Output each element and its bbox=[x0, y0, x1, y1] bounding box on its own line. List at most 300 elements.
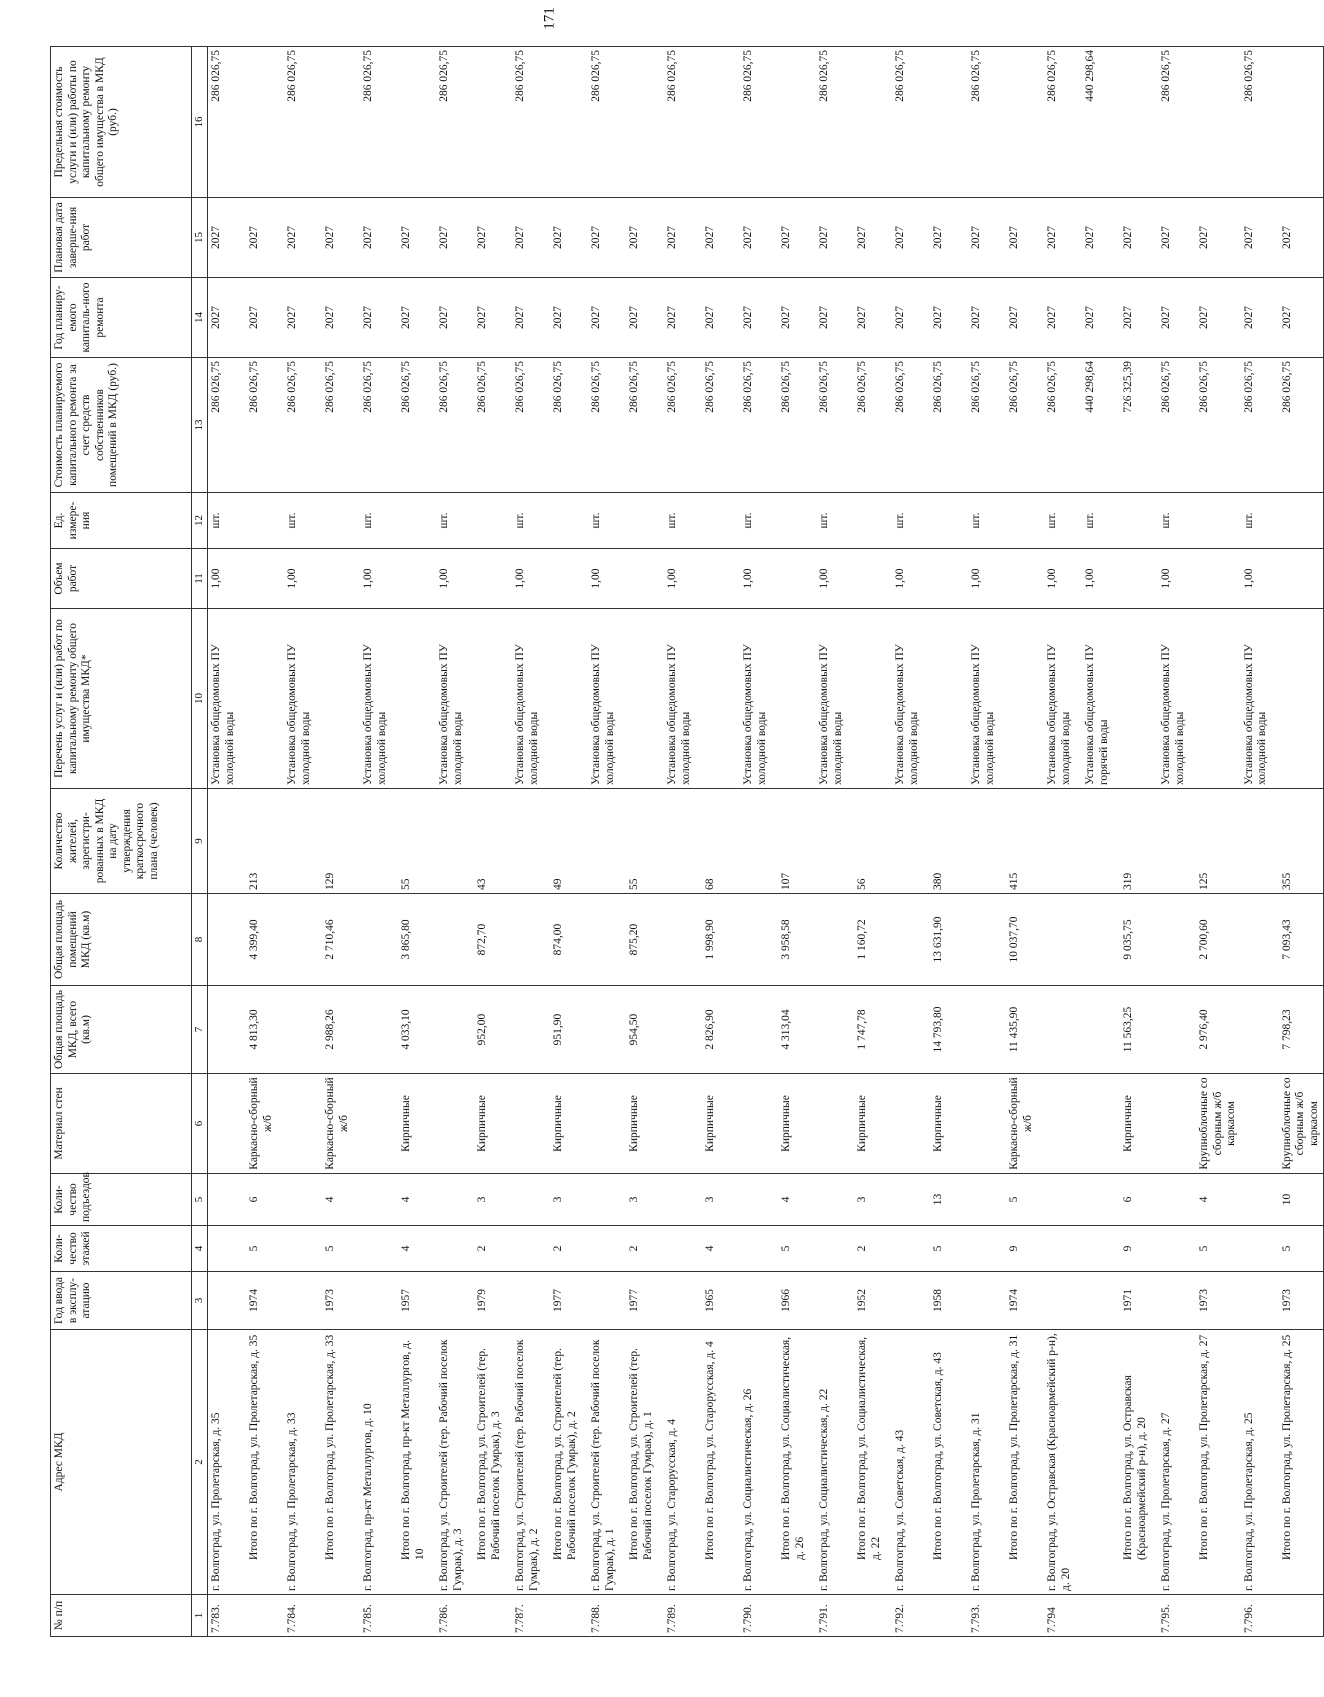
cell-col-12 bbox=[322, 493, 360, 549]
cell-col-11 bbox=[1279, 549, 1324, 609]
cell-col-9: 415 bbox=[1006, 789, 1044, 894]
cell-col-2: Итого по г. Волгоград, ул. Строителей (тер. Рабочий поселок Гумрак), д. 2 bbox=[550, 1330, 588, 1595]
cell-col-16 bbox=[1006, 47, 1044, 198]
cell-col-11 bbox=[702, 549, 740, 609]
column-header: Год ввода в эксплу-атацию bbox=[51, 1272, 192, 1330]
cell-col-13: 286 026,75 bbox=[778, 358, 816, 493]
cell-col-4 bbox=[1241, 1226, 1279, 1272]
cell-col-16 bbox=[1120, 47, 1158, 198]
cell-col-11 bbox=[1196, 549, 1241, 609]
cell-col-5 bbox=[968, 1174, 1006, 1226]
cell-col-9: 55 bbox=[398, 789, 436, 894]
cell-col-1 bbox=[398, 1595, 436, 1637]
repair-plan-table bbox=[50, 46, 1324, 1637]
cell-col-14: 2027 bbox=[1120, 278, 1158, 358]
cell-col-5: 10 bbox=[1279, 1174, 1324, 1226]
cell-col-4 bbox=[512, 1226, 550, 1272]
cell-col-12 bbox=[702, 493, 740, 549]
cell-col-14: 2027 bbox=[474, 278, 512, 358]
cell-col-8: 4 399,40 bbox=[246, 894, 284, 986]
cell-col-10: Установка общедомовых ПУ холодной воды bbox=[207, 609, 246, 789]
cell-col-3 bbox=[1241, 1272, 1279, 1330]
table-row bbox=[1044, 47, 1082, 1637]
cell-col-2: г. Волгоград, ул. Строителей (тер. Рабочий поселок Гумрак), д. 1 bbox=[588, 1330, 626, 1595]
cell-col-3 bbox=[207, 1272, 246, 1330]
cell-col-2: Итого по г. Волгоград, ул. Советская, д. 43 bbox=[930, 1330, 968, 1595]
rotated-page bbox=[50, 0, 1320, 1637]
cell-col-3: 1977 bbox=[626, 1272, 664, 1330]
cell-col-9: 56 bbox=[854, 789, 892, 894]
table-row bbox=[892, 47, 930, 1637]
cell-col-14: 2027 bbox=[702, 278, 740, 358]
column-number: 9 bbox=[192, 789, 208, 894]
cell-col-3: 1965 bbox=[702, 1272, 740, 1330]
cell-col-8: 1 998,90 bbox=[702, 894, 740, 986]
cell-col-2: г. Волгоград, ул. Строителей (тер. Рабочий поселок Гумрак), д. 3 bbox=[436, 1330, 474, 1595]
cell-col-11 bbox=[1120, 549, 1158, 609]
cell-col-15: 2027 bbox=[1120, 198, 1158, 278]
cell-col-3: 1973 bbox=[322, 1272, 360, 1330]
column-header: № п/п bbox=[51, 1595, 192, 1637]
cell-col-4: 5 bbox=[1279, 1226, 1324, 1272]
cell-col-11: 1,00 bbox=[436, 549, 474, 609]
cell-col-9: 213 bbox=[246, 789, 284, 894]
cell-col-15: 2027 bbox=[1044, 198, 1082, 278]
cell-col-12 bbox=[854, 493, 892, 549]
cell-col-2: г. Волгоград, ул. Пролетарская, д. 35 bbox=[207, 1330, 246, 1595]
column-number: 10 bbox=[192, 609, 208, 789]
cell-col-16: 286 026,75 bbox=[1044, 47, 1082, 198]
cell-col-4 bbox=[588, 1226, 626, 1272]
cell-col-8: 872,70 bbox=[474, 894, 512, 986]
total-row bbox=[854, 47, 892, 1637]
cell-col-10: Установка общедомовых ПУ холодной воды bbox=[968, 609, 1006, 789]
cell-col-4 bbox=[816, 1226, 854, 1272]
cell-col-16 bbox=[322, 47, 360, 198]
cell-col-11: 1,00 bbox=[1158, 549, 1196, 609]
cell-col-3 bbox=[968, 1272, 1006, 1330]
cell-col-12: шт. bbox=[436, 493, 474, 549]
cell-col-7: 1 747,78 bbox=[854, 986, 892, 1074]
cell-col-6 bbox=[1082, 1074, 1120, 1174]
cell-col-8: 874,00 bbox=[550, 894, 588, 986]
cell-col-4 bbox=[284, 1226, 322, 1272]
cell-col-4: 2 bbox=[474, 1226, 512, 1272]
cell-col-15: 2027 bbox=[512, 198, 550, 278]
cell-col-13: 286 026,75 bbox=[1158, 358, 1196, 493]
cell-col-4 bbox=[740, 1226, 778, 1272]
cell-col-2: г. Волгоград, ул. Пролетарская, д. 25 bbox=[1241, 1330, 1279, 1595]
cell-col-15: 2027 bbox=[550, 198, 588, 278]
cell-col-5 bbox=[1082, 1174, 1120, 1226]
cell-col-11: 1,00 bbox=[816, 549, 854, 609]
cell-col-7 bbox=[740, 986, 778, 1074]
cell-col-13: 286 026,75 bbox=[1196, 358, 1241, 493]
cell-col-9 bbox=[1241, 789, 1279, 894]
column-header: Общая площадь помещений МКД (кв.м) bbox=[51, 894, 192, 986]
cell-col-1: 7.796. bbox=[1241, 1595, 1279, 1637]
cell-col-6: Крупноблочные со сборным ж/б каркасом bbox=[1279, 1074, 1324, 1174]
cell-col-9 bbox=[1158, 789, 1196, 894]
cell-col-6 bbox=[588, 1074, 626, 1174]
cell-col-1: 7.785. bbox=[360, 1595, 398, 1637]
cell-col-5: 4 bbox=[322, 1174, 360, 1226]
cell-col-6 bbox=[360, 1074, 398, 1174]
cell-col-7 bbox=[588, 986, 626, 1074]
cell-col-9: 125 bbox=[1196, 789, 1241, 894]
cell-col-4: 5 bbox=[1196, 1226, 1241, 1272]
cell-col-7 bbox=[816, 986, 854, 1074]
cell-col-4 bbox=[664, 1226, 702, 1272]
table-row bbox=[360, 47, 398, 1637]
cell-col-3: 1973 bbox=[1279, 1272, 1324, 1330]
cell-col-1: 7.784. bbox=[284, 1595, 322, 1637]
column-number: 5 bbox=[192, 1174, 208, 1226]
cell-col-8: 875,20 bbox=[626, 894, 664, 986]
cell-col-6: Кирпичные bbox=[1120, 1074, 1158, 1174]
column-header: Предельная стоимость услуги и (или) работы по капитальному ремонту общего имущества в МКД (руб.) bbox=[51, 47, 192, 198]
cell-col-12 bbox=[474, 493, 512, 549]
column-number-row bbox=[192, 47, 208, 1637]
cell-col-13: 286 026,75 bbox=[740, 358, 778, 493]
cell-col-10 bbox=[626, 609, 664, 789]
column-header: Плановая дата заверше-ния работ bbox=[51, 198, 192, 278]
cell-col-16: 286 026,75 bbox=[740, 47, 778, 198]
cell-col-12: шт. bbox=[360, 493, 398, 549]
cell-col-2: г. Волгоград, ул. Пролетарская, д. 27 bbox=[1158, 1330, 1196, 1595]
cell-col-6: Кирпичные bbox=[930, 1074, 968, 1174]
cell-col-5 bbox=[892, 1174, 930, 1226]
cell-col-2: г. Волгоград, ул. Старорусская, д. 4 bbox=[664, 1330, 702, 1595]
cell-col-1 bbox=[474, 1595, 512, 1637]
column-header: Стоимость планируемого капитального ремонта за счет средств собственников помещений в МКД (руб.) bbox=[51, 358, 192, 493]
cell-col-15: 2027 bbox=[207, 198, 246, 278]
cell-col-4: 4 bbox=[398, 1226, 436, 1272]
cell-col-2: Итого по г. Волгоград, ул. Остравская (Красноармейский р-н), д. 20 bbox=[1120, 1330, 1158, 1595]
cell-col-13: 286 026,75 bbox=[550, 358, 588, 493]
cell-col-5: 4 bbox=[1196, 1174, 1241, 1226]
cell-col-11: 1,00 bbox=[512, 549, 550, 609]
cell-col-10: Установка общедомовых ПУ холодной воды bbox=[816, 609, 854, 789]
table-row bbox=[207, 47, 246, 1637]
cell-col-10: Установка общедомовых ПУ холодной воды bbox=[892, 609, 930, 789]
cell-col-3: 1957 bbox=[398, 1272, 436, 1330]
cell-col-7 bbox=[1241, 986, 1279, 1074]
cell-col-6 bbox=[664, 1074, 702, 1174]
column-number: 15 bbox=[192, 198, 208, 278]
cell-col-11 bbox=[398, 549, 436, 609]
cell-col-6: Каркасно-сборный ж/б bbox=[246, 1074, 284, 1174]
table-row bbox=[968, 47, 1006, 1637]
cell-col-13: 440 298,64 bbox=[1082, 358, 1120, 493]
cell-col-8 bbox=[207, 894, 246, 986]
total-row bbox=[702, 47, 740, 1637]
cell-col-7: 14 793,80 bbox=[930, 986, 968, 1074]
cell-col-3 bbox=[1082, 1272, 1120, 1330]
cell-col-14: 2027 bbox=[1044, 278, 1082, 358]
cell-col-1: 7.791. bbox=[816, 1595, 854, 1637]
cell-col-8 bbox=[816, 894, 854, 986]
cell-col-3 bbox=[588, 1272, 626, 1330]
cell-col-12: шт. bbox=[968, 493, 1006, 549]
cell-col-10 bbox=[1120, 609, 1158, 789]
table-row bbox=[1241, 47, 1279, 1637]
cell-col-7: 11 435,90 bbox=[1006, 986, 1044, 1074]
cell-col-15: 2027 bbox=[1006, 198, 1044, 278]
total-row bbox=[246, 47, 284, 1637]
cell-col-16: 286 026,75 bbox=[436, 47, 474, 198]
cell-col-6 bbox=[892, 1074, 930, 1174]
cell-col-1: 7.789. bbox=[664, 1595, 702, 1637]
cell-col-13: 286 026,75 bbox=[1006, 358, 1044, 493]
cell-col-6 bbox=[1044, 1074, 1082, 1174]
cell-col-12 bbox=[1006, 493, 1044, 549]
cell-col-3: 1973 bbox=[1196, 1272, 1241, 1330]
cell-col-9 bbox=[512, 789, 550, 894]
cell-col-7 bbox=[664, 986, 702, 1074]
cell-col-4 bbox=[968, 1226, 1006, 1272]
cell-col-15: 2027 bbox=[626, 198, 664, 278]
cell-col-14: 2027 bbox=[1082, 278, 1120, 358]
cell-col-11 bbox=[930, 549, 968, 609]
cell-col-2: Итого по г. Волгоград, ул. Социалистическая, д. 22 bbox=[854, 1330, 892, 1595]
cell-col-11: 1,00 bbox=[1082, 549, 1120, 609]
cell-col-13: 286 026,75 bbox=[626, 358, 664, 493]
cell-col-16 bbox=[474, 47, 512, 198]
cell-col-15: 2027 bbox=[740, 198, 778, 278]
cell-col-3: 1974 bbox=[246, 1272, 284, 1330]
cell-col-8 bbox=[1158, 894, 1196, 986]
cell-col-10: Установка общедомовых ПУ холодной воды bbox=[664, 609, 702, 789]
cell-col-6: Кирпичные bbox=[474, 1074, 512, 1174]
cell-col-13: 286 026,75 bbox=[968, 358, 1006, 493]
cell-col-5: 6 bbox=[246, 1174, 284, 1226]
cell-col-1 bbox=[1082, 1595, 1120, 1637]
cell-col-14: 2027 bbox=[436, 278, 474, 358]
cell-col-8: 9 035,75 bbox=[1120, 894, 1158, 986]
cell-col-10 bbox=[246, 609, 284, 789]
column-number: 2 bbox=[192, 1330, 208, 1595]
cell-col-11: 1,00 bbox=[284, 549, 322, 609]
cell-col-15: 2027 bbox=[816, 198, 854, 278]
cell-col-3 bbox=[436, 1272, 474, 1330]
column-number: 14 bbox=[192, 278, 208, 358]
cell-col-13: 286 026,75 bbox=[436, 358, 474, 493]
cell-col-4: 2 bbox=[550, 1226, 588, 1272]
cell-col-2: Итого по г. Волгоград, ул. Пролетарская, д. 25 bbox=[1279, 1330, 1324, 1595]
column-header: Количество жителей, зарегистри-рованных в МКД на дату утверждения краткосрочного плана (человек) bbox=[51, 789, 192, 894]
cell-col-4: 2 bbox=[854, 1226, 892, 1272]
cell-col-12: шт. bbox=[1241, 493, 1279, 549]
cell-col-4 bbox=[360, 1226, 398, 1272]
cell-col-14: 2027 bbox=[1279, 278, 1324, 358]
cell-col-5 bbox=[360, 1174, 398, 1226]
cell-col-11: 1,00 bbox=[664, 549, 702, 609]
cell-col-3 bbox=[1158, 1272, 1196, 1330]
cell-col-5 bbox=[588, 1174, 626, 1226]
cell-col-7: 4 313,04 bbox=[778, 986, 816, 1074]
cell-col-8: 3 865,80 bbox=[398, 894, 436, 986]
cell-col-1: 7.792. bbox=[892, 1595, 930, 1637]
cell-col-7 bbox=[1082, 986, 1120, 1074]
cell-col-1 bbox=[1279, 1595, 1324, 1637]
cell-col-13: 286 026,75 bbox=[702, 358, 740, 493]
column-header: Коли-чество подъездов bbox=[51, 1174, 192, 1226]
cell-col-12: шт. bbox=[207, 493, 246, 549]
cell-col-10 bbox=[930, 609, 968, 789]
cell-col-7 bbox=[1158, 986, 1196, 1074]
column-header: Перечень услуг и (или) работ по капитальному ремонту общего имущества МКД* bbox=[51, 609, 192, 789]
table-row bbox=[664, 47, 702, 1637]
cell-col-12 bbox=[398, 493, 436, 549]
cell-col-7: 2 826,90 bbox=[702, 986, 740, 1074]
cell-col-5 bbox=[436, 1174, 474, 1226]
cell-col-12 bbox=[550, 493, 588, 549]
table-row bbox=[1158, 47, 1196, 1637]
cell-col-4: 5 bbox=[930, 1226, 968, 1272]
cell-col-4: 2 bbox=[626, 1226, 664, 1272]
cell-col-10: Установка общедомовых ПУ холодной воды bbox=[588, 609, 626, 789]
cell-col-3 bbox=[892, 1272, 930, 1330]
cell-col-9: 49 bbox=[550, 789, 588, 894]
cell-col-11 bbox=[550, 549, 588, 609]
cell-col-7: 4 813,30 bbox=[246, 986, 284, 1074]
table-row bbox=[740, 47, 778, 1637]
cell-col-1: 7.787. bbox=[512, 1595, 550, 1637]
cell-col-10: Установка общедомовых ПУ холодной воды bbox=[1158, 609, 1196, 789]
cell-col-15: 2027 bbox=[778, 198, 816, 278]
cell-col-2: г. Волгоград, ул. Остравская (Красноармейский р-н), д. 20 bbox=[1044, 1330, 1082, 1595]
cell-col-11 bbox=[474, 549, 512, 609]
cell-col-8 bbox=[1241, 894, 1279, 986]
table-header bbox=[51, 47, 208, 1637]
cell-col-15: 2027 bbox=[1279, 198, 1324, 278]
cell-col-13: 286 026,75 bbox=[664, 358, 702, 493]
cell-col-6 bbox=[968, 1074, 1006, 1174]
cell-col-9 bbox=[740, 789, 778, 894]
cell-col-12 bbox=[1120, 493, 1158, 549]
cell-col-7: 954,50 bbox=[626, 986, 664, 1074]
cell-col-8 bbox=[1082, 894, 1120, 986]
cell-col-1 bbox=[550, 1595, 588, 1637]
cell-col-4 bbox=[1082, 1226, 1120, 1272]
cell-col-16: 286 026,75 bbox=[816, 47, 854, 198]
cell-col-8 bbox=[360, 894, 398, 986]
total-row bbox=[1279, 47, 1324, 1637]
cell-col-1: 7.786. bbox=[436, 1595, 474, 1637]
cell-col-14: 2027 bbox=[816, 278, 854, 358]
cell-col-1 bbox=[854, 1595, 892, 1637]
cell-col-10: Установка общедомовых ПУ холодной воды bbox=[512, 609, 550, 789]
cell-col-9 bbox=[588, 789, 626, 894]
cell-col-15: 2027 bbox=[246, 198, 284, 278]
cell-col-11: 1,00 bbox=[740, 549, 778, 609]
cell-col-3 bbox=[1044, 1272, 1082, 1330]
cell-col-16: 440 298,64 bbox=[1082, 47, 1120, 198]
cell-col-9 bbox=[1044, 789, 1082, 894]
cell-col-7: 952,00 bbox=[474, 986, 512, 1074]
cell-col-15: 2027 bbox=[436, 198, 474, 278]
cell-col-1: 7.790. bbox=[740, 1595, 778, 1637]
cell-col-13: 286 026,75 bbox=[474, 358, 512, 493]
cell-col-16: 286 026,75 bbox=[1158, 47, 1196, 198]
cell-col-11: 1,00 bbox=[1241, 549, 1279, 609]
cell-col-12: шт. bbox=[892, 493, 930, 549]
cell-col-10: Установка общедомовых ПУ холодной воды bbox=[284, 609, 322, 789]
cell-col-6: Каркасно-сборный ж/б bbox=[322, 1074, 360, 1174]
cell-col-6 bbox=[207, 1074, 246, 1174]
cell-col-6: Кирпичные bbox=[398, 1074, 436, 1174]
cell-col-1 bbox=[702, 1595, 740, 1637]
cell-col-12: шт. bbox=[588, 493, 626, 549]
cell-col-14: 2027 bbox=[892, 278, 930, 358]
cell-col-2: Итого по г. Волгоград, ул. Пролетарская, д. 27 bbox=[1196, 1330, 1241, 1595]
cell-col-15: 2027 bbox=[702, 198, 740, 278]
cell-col-10 bbox=[778, 609, 816, 789]
cell-col-9 bbox=[1082, 789, 1120, 894]
cell-col-10 bbox=[550, 609, 588, 789]
cell-col-11: 1,00 bbox=[207, 549, 246, 609]
cell-col-16 bbox=[398, 47, 436, 198]
cell-col-13: 286 026,75 bbox=[398, 358, 436, 493]
cell-col-14: 2027 bbox=[512, 278, 550, 358]
cell-col-4: 5 bbox=[322, 1226, 360, 1272]
cell-col-8: 2 700,60 bbox=[1196, 894, 1241, 986]
cell-col-15: 2027 bbox=[284, 198, 322, 278]
column-header: Материал стен bbox=[51, 1074, 192, 1174]
total-row bbox=[1196, 47, 1241, 1637]
cell-col-11: 1,00 bbox=[968, 549, 1006, 609]
cell-col-2: г. Волгоград, ул. Строителей (тер. Рабочий поселок Гумрак), д. 2 bbox=[512, 1330, 550, 1595]
cell-col-6: Кирпичные bbox=[778, 1074, 816, 1174]
cell-col-11 bbox=[778, 549, 816, 609]
cell-col-3 bbox=[664, 1272, 702, 1330]
table-row bbox=[816, 47, 854, 1637]
cell-col-5 bbox=[816, 1174, 854, 1226]
cell-col-3: 1974 bbox=[1006, 1272, 1044, 1330]
cell-col-14: 2027 bbox=[588, 278, 626, 358]
cell-col-1 bbox=[1196, 1595, 1241, 1637]
cell-col-5: 3 bbox=[854, 1174, 892, 1226]
cell-col-8: 2 710,46 bbox=[322, 894, 360, 986]
cell-col-15: 2027 bbox=[854, 198, 892, 278]
cell-col-6 bbox=[1241, 1074, 1279, 1174]
cell-col-15: 2027 bbox=[588, 198, 626, 278]
column-header: Общая площадь МКД, всего (кв.м) bbox=[51, 986, 192, 1074]
column-number: 4 bbox=[192, 1226, 208, 1272]
cell-col-10 bbox=[398, 609, 436, 789]
cell-col-8: 3 958,58 bbox=[778, 894, 816, 986]
cell-col-10: Установка общедомовых ПУ холодной воды bbox=[360, 609, 398, 789]
cell-col-8: 10 037,70 bbox=[1006, 894, 1044, 986]
cell-col-3: 1966 bbox=[778, 1272, 816, 1330]
cell-col-2: г. Волгоград, ул. Пролетарская, д. 33 bbox=[284, 1330, 322, 1595]
cell-col-4 bbox=[1158, 1226, 1196, 1272]
cell-col-9: 68 bbox=[702, 789, 740, 894]
cell-col-1 bbox=[778, 1595, 816, 1637]
cell-col-16 bbox=[1279, 47, 1324, 198]
cell-col-14: 2027 bbox=[207, 278, 246, 358]
cell-col-10: Установка общедомовых ПУ холодной воды bbox=[436, 609, 474, 789]
cell-col-12: шт. bbox=[816, 493, 854, 549]
cell-col-7 bbox=[1044, 986, 1082, 1074]
total-row bbox=[398, 47, 436, 1637]
cell-col-3: 1971 bbox=[1120, 1272, 1158, 1330]
cell-col-9: 380 bbox=[930, 789, 968, 894]
table-row bbox=[512, 47, 550, 1637]
table-row bbox=[284, 47, 322, 1637]
cell-col-5 bbox=[664, 1174, 702, 1226]
